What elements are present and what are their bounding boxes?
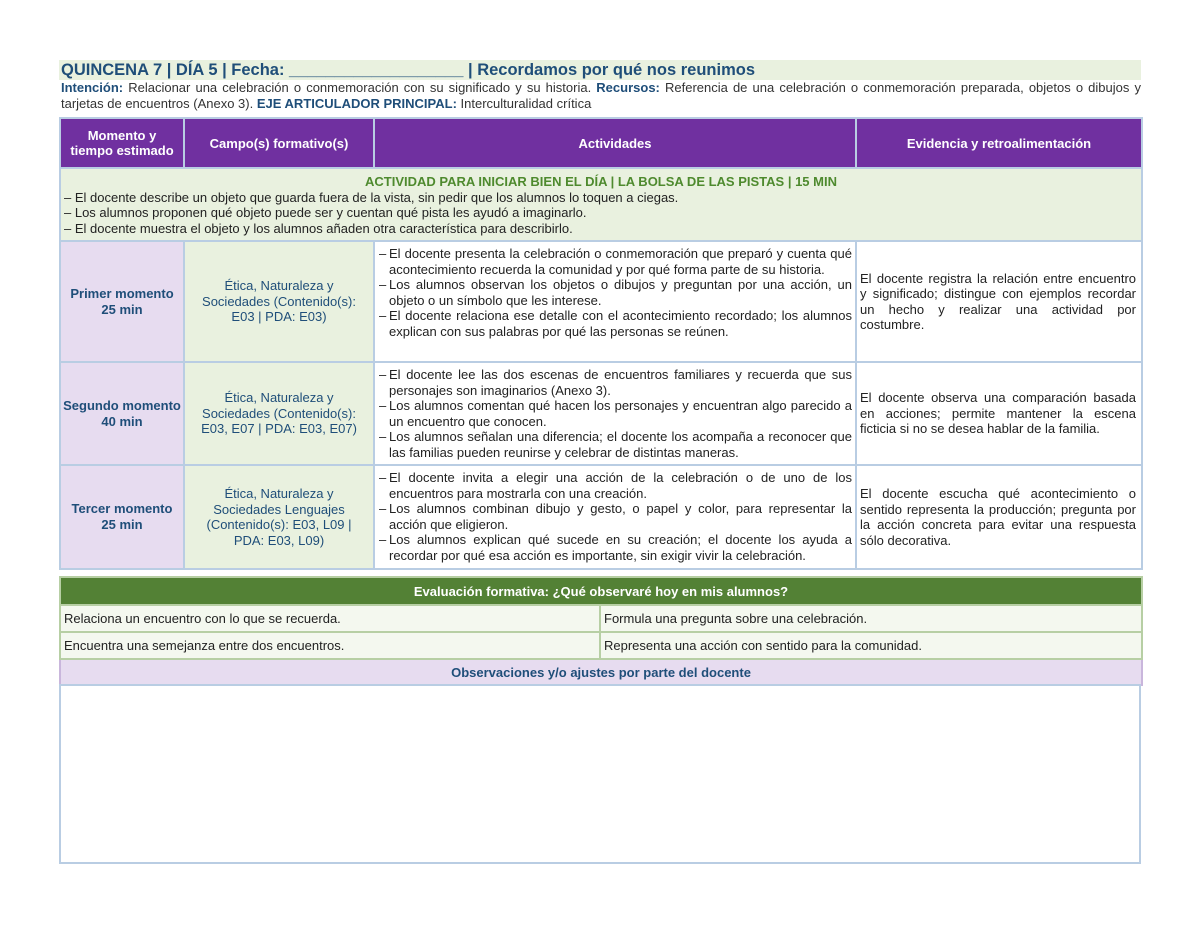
- observations-title: Observaciones y/o ajustes por parte del docente: [60, 659, 1142, 685]
- evidence-cell: El docente escucha qué acontecimiento o sentido representa la producción; pregunta por la acción concreta para evitar una respuesta sólo decorativa.: [856, 465, 1142, 569]
- evaluation-item: Representa una acción con sentido para la comunidad.: [600, 632, 1142, 659]
- activities-cell: [374, 362, 856, 465]
- activity-item: – Los alumnos explican qué sucede en su creación; el docente los ayuda a recordar por qué esa acción es importante, sin exigir vivir la celebración.: [379, 532, 852, 563]
- moment-cell: [60, 241, 184, 362]
- activity-item: – Los alumnos combinan dibujo y gesto, o papel y color, para representar la acción que eligieron.: [379, 501, 852, 532]
- axis-text: Interculturalidad crítica: [456, 95, 592, 111]
- header-moment: Momento y tiempo estimado: [60, 118, 184, 168]
- moment-name: Segundo momento: [63, 397, 181, 413]
- evaluation-item: Formula una pregunta sobre una celebración.: [600, 605, 1142, 632]
- lesson-plan-page: [59, 60, 1141, 864]
- header-evidence: Evidencia y retroalimentación: [856, 118, 1142, 168]
- table-row-third-moment: [60, 465, 1142, 569]
- evaluation-item: Relaciona un encuentro con lo que se recuerda.: [60, 605, 600, 632]
- header-activities: Actividades: [374, 118, 856, 168]
- table-row-first-moment: [60, 241, 1142, 362]
- intention-text: Relacionar una celebración o conmemoración con su significado y su historia.: [123, 80, 597, 95]
- observations-box[interactable]: [59, 684, 1141, 864]
- intention-label: Intención:: [61, 80, 124, 95]
- activities-cell: [374, 241, 856, 362]
- resources-text: Referencia de una celebración o conmemoración preparada, objetos o dibujos y tarjetas de encuentros (Anexo 3).: [61, 80, 1141, 111]
- evidence-cell: El docente registra la relación entre encuentro y significado; distingue con ejemplos recordar un hecho y realizar una actividad por costumbre.: [856, 241, 1142, 362]
- evaluation-table: [59, 576, 1143, 686]
- header-campo: Campo(s) formativo(s): [184, 118, 374, 168]
- campo-cell: Ética, Naturaleza y Sociedades Lenguajes (Contenido(s): E03, L09 | PDA: E03, L09): [184, 465, 374, 569]
- activity-item: – El docente presenta la celebración o conmemoración que preparó y cuenta qué acontecimiento recuerda la comunidad y por qué forma parte de su historia.: [379, 246, 852, 277]
- moment-name: Tercer momento: [71, 501, 173, 516]
- evaluation-item: Encuentra una semejanza entre dos encuentros.: [60, 632, 600, 659]
- activity-item: – El docente relaciona ese detalle con el acontecimiento recordado; los alumnos explican con sus palabras por qué las personas se reúnen.: [379, 308, 852, 339]
- moment-time: 40 min: [101, 413, 143, 429]
- activity-item: – Los alumnos observan los objetos o dibujos y preguntan por una acción, un objeto o un símbolo que les interese.: [379, 277, 852, 308]
- evaluation-row: [60, 632, 1142, 659]
- activity-item: – Los alumnos comentan qué hacen los personajes y encuentran algo parecido a un encuentro que conocen.: [379, 398, 852, 429]
- activities-table: [59, 117, 1143, 570]
- evaluation-title: Evaluación formativa: ¿Qué observaré hoy en mis alumnos?: [60, 577, 1142, 605]
- activity-item: – El docente invita a elegir una acción de la celebración o de uno de los encuentros para mostrarla con una creación.: [379, 470, 852, 501]
- moment-time: 25 min: [101, 517, 143, 532]
- axis-label: EJE ARTICULADOR PRINCIPAL:: [256, 95, 457, 111]
- table-header-row: [60, 118, 1142, 168]
- start-activity-line: – El docente muestra el objeto y los alumnos añaden otra característica para describirlo.: [64, 220, 573, 236]
- activity-item: – Los alumnos señalan una diferencia; el docente los acompaña a reconocer que las familias pueden reunirse y celebrar de distintas maneras.: [379, 429, 852, 460]
- moment-cell: [60, 362, 184, 465]
- campo-cell: Ética, Naturaleza y Sociedades (Contenido(s): E03 | PDA: E03): [184, 241, 374, 362]
- page-title: QUINCENA 7 | DÍA 5 | Fecha: ___________________ | Recordamos por qué nos reunimos: [59, 60, 1141, 80]
- start-activity-row: [60, 168, 1142, 241]
- evidence-cell: El docente observa una comparación basada en acciones; permite mantener la escena ficticia si no se desea hablar de la familia.: [856, 362, 1142, 465]
- moment-name: Primer momento: [70, 285, 174, 301]
- table-row-second-moment: [60, 362, 1142, 465]
- activities-cell: [374, 465, 856, 569]
- start-activity-line: – Los alumnos proponen qué objeto puede ser y cuentan qué pista les ayudó a imaginarlo.: [64, 205, 587, 220]
- intro-paragraph: [59, 80, 1141, 111]
- moment-cell: [60, 465, 184, 569]
- start-activity-cell: [60, 168, 1142, 241]
- moment-time: 25 min: [101, 301, 143, 317]
- activity-item: – El docente lee las dos escenas de encuentros familiares y recuerda que sus personajes son imaginarios (Anexo 3).: [379, 367, 852, 398]
- campo-cell: Ética, Naturaleza y Sociedades (Contenido(s): E03, E07 | PDA: E03, E07): [184, 362, 374, 465]
- evaluation-row: [60, 605, 1142, 632]
- start-activity-line: – El docente describe un objeto que guarda fuera de la vista, sin pedir que los alumnos lo toquen a ciegas.: [64, 189, 679, 205]
- start-activity-title: ACTIVIDAD PARA INICIAR BIEN EL DÍA | LA BOLSA DE LAS PISTAS | 15 MIN: [365, 174, 837, 189]
- resources-label: Recursos:: [596, 80, 660, 95]
